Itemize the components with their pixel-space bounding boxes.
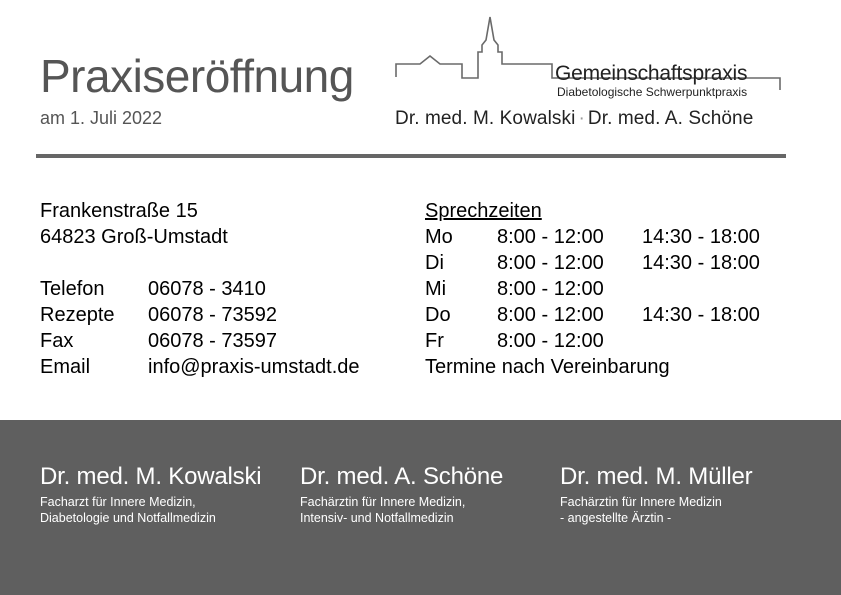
contact-row-fax xyxy=(40,328,360,354)
contact-row-prescriptions xyxy=(40,302,360,328)
contact-row-email xyxy=(40,354,360,380)
practice-name: Gemeinschaftspraxis xyxy=(555,62,748,85)
hours-morning: 8:00 - 12:00 xyxy=(497,330,604,352)
hours-afternoon: 14:30 - 18:00 xyxy=(642,252,760,274)
header-divider xyxy=(36,154,786,158)
hours-row xyxy=(425,250,760,276)
page-title: Praxiseröffnung xyxy=(40,50,354,102)
hours-heading: Sprechzeiten xyxy=(425,200,542,222)
email-address[interactable]: info@praxis-umstadt.de xyxy=(148,356,360,378)
logo-doctor-2: Dr. med. A. Schöne xyxy=(587,108,754,129)
logo-doctor-names xyxy=(395,108,753,130)
fax-number: 06078 - 73597 xyxy=(148,330,278,352)
doctor-card xyxy=(300,463,503,526)
hours-day: Fr xyxy=(425,330,444,352)
doctor-name: Dr. med. M. Kowalski xyxy=(40,463,262,490)
hours-day: Mo xyxy=(425,226,453,248)
phone-number[interactable]: 06078 - 3410 xyxy=(148,278,266,300)
contact-row-phone xyxy=(40,276,360,302)
contact-label: Telefon xyxy=(40,278,105,300)
hours-morning: 8:00 - 12:00 xyxy=(497,226,604,248)
hours-row xyxy=(425,328,760,354)
footer-doctors xyxy=(0,420,841,595)
hours-day: Do xyxy=(425,304,451,326)
hours-row xyxy=(425,224,760,250)
address-city: 64823 Groß-Umstadt xyxy=(40,226,228,248)
prescription-number[interactable]: 06078 - 73592 xyxy=(148,304,278,326)
appointment-note: Termine nach Vereinbarung xyxy=(425,356,670,378)
doctor-card xyxy=(560,463,752,526)
hours-row xyxy=(425,276,760,302)
logo-separator: · xyxy=(578,108,585,129)
doctor-specialty: Fachärztin für Innere Medizin, Intensiv- und Notfallmedizin xyxy=(300,495,466,525)
contact-label: Fax xyxy=(40,330,74,352)
hours-morning: 8:00 - 12:00 xyxy=(497,304,604,326)
doctor-name: Dr. med. M. Müller xyxy=(560,463,753,490)
hours-day: Mi xyxy=(425,278,447,300)
contact-label: Email xyxy=(40,356,91,378)
doctor-card xyxy=(40,463,261,526)
doctor-name: Dr. med. A. Schöne xyxy=(300,463,504,490)
practice-tagline: Diabetologische Schwerpunktpraxis xyxy=(557,85,748,99)
hours-afternoon: 14:30 - 18:00 xyxy=(642,304,760,326)
doctor-specialty: Fachärztin für Innere Medizin - angestellte Ärztin - xyxy=(560,495,722,525)
office-hours xyxy=(425,198,760,380)
address-street: Frankenstraße 15 xyxy=(40,200,198,222)
hours-afternoon: 14:30 - 18:00 xyxy=(642,226,760,248)
hours-row xyxy=(425,302,760,328)
doctor-specialty: Facharzt für Innere Medizin, Diabetologie und Notfallmedizin xyxy=(40,495,216,525)
hours-morning: 8:00 - 12:00 xyxy=(497,278,604,300)
logo-doctor-1: Dr. med. M. Kowalski xyxy=(395,108,576,129)
hours-day: Di xyxy=(425,252,444,274)
hours-morning: 8:00 - 12:00 xyxy=(497,252,604,274)
opening-date: am 1. Juli 2022 xyxy=(40,108,163,128)
contact-label: Rezepte xyxy=(40,304,115,326)
contact-block xyxy=(40,198,360,380)
